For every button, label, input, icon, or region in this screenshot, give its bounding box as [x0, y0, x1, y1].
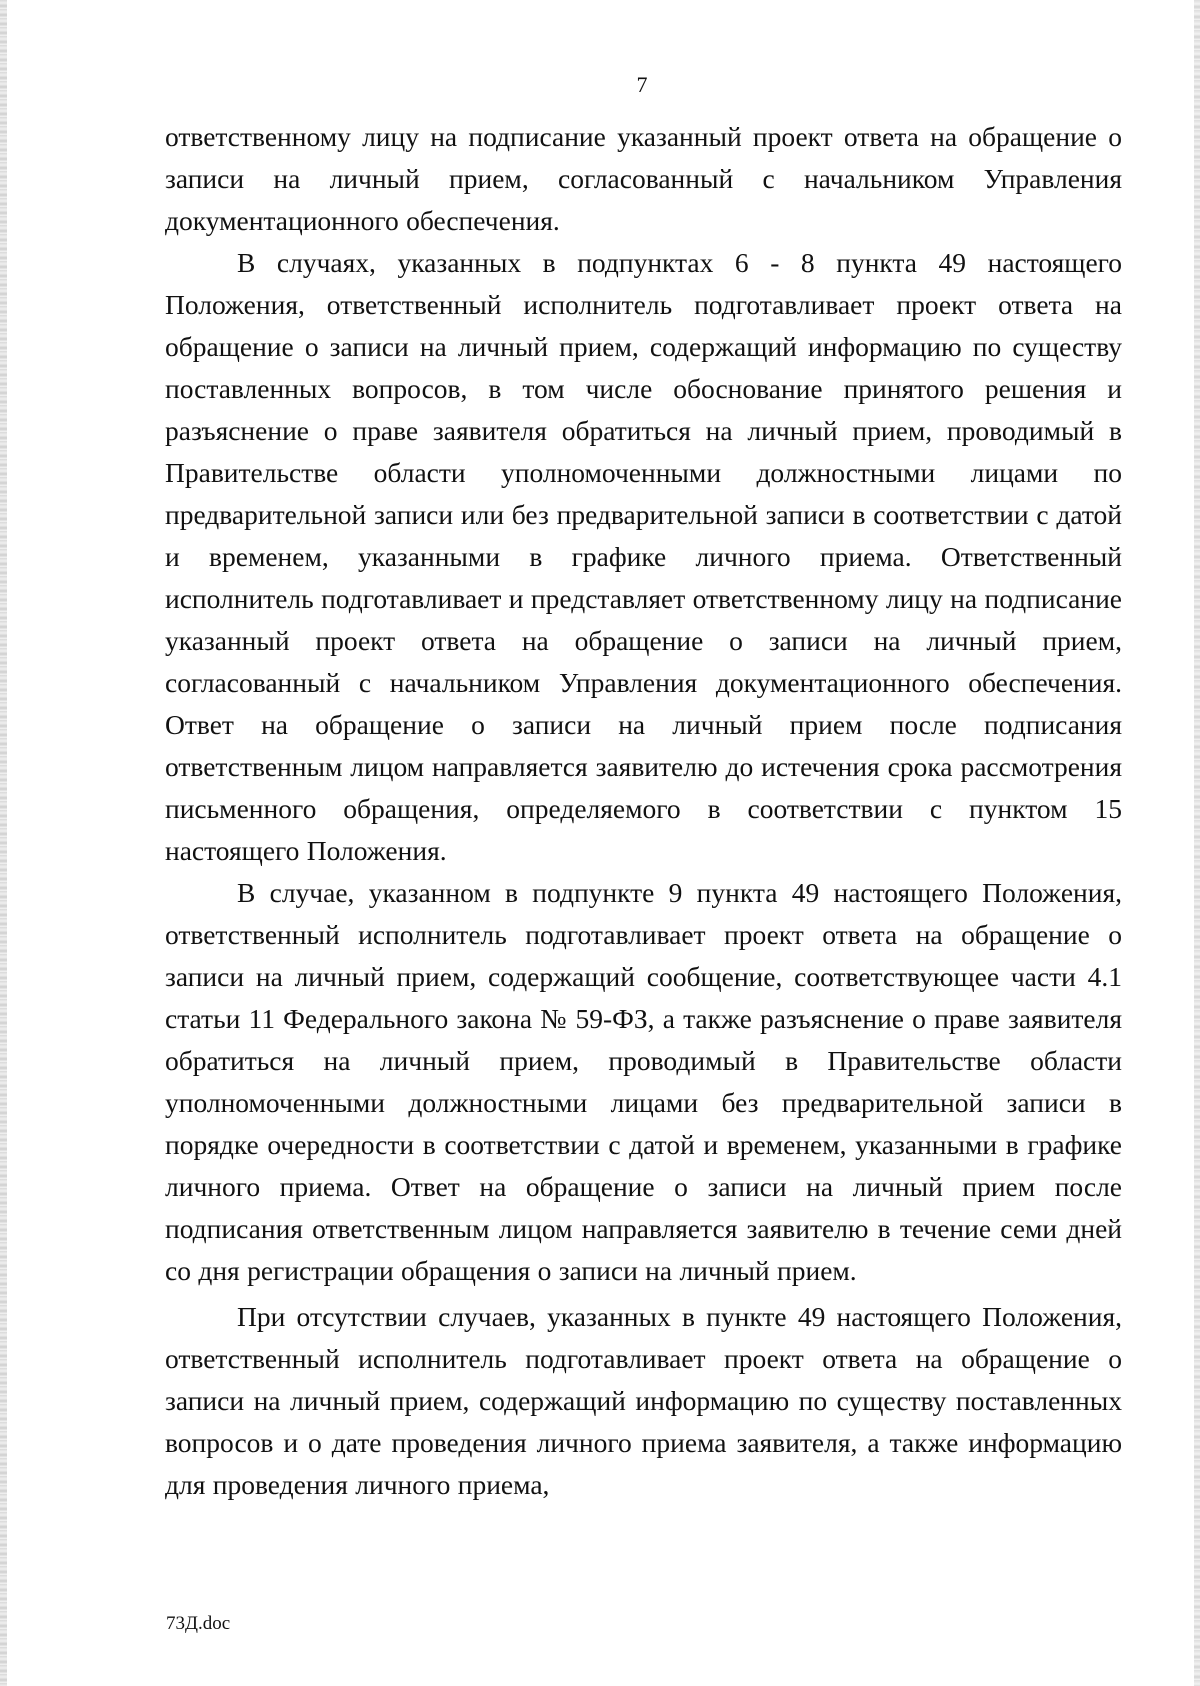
- page-number: 7: [636, 72, 648, 97]
- paragraph-continuation: ответственному лицу на подписание указанный проект ответа на обращение о записи на личный прием, согласованный с начальником Управления документационного обеспечения.: [165, 121, 1122, 236]
- paragraph-case-9: В случае, указанном в подпункте 9 пункта 49 настоящего Положения, ответственный исполнитель подготавливает проект ответа на обращение о записи на личный прием, содержащий сообщение, соответствующее части 4.1 статьи 11 Федерального закона № 59-ФЗ, а также разъяснение о праве заявителя обратиться на личный прием, проводимый в Правительстве области уполномоченными должностными лицами без предварительной записи в порядке очередности в соответствии с датой и временем, указанными в графике личного приема. Ответ на обращение о записи на личный прием после подписания ответственным лицом направляется заявителю в течение семи дней со дня регистрации обращения о записи на личный прием.: [165, 877, 1122, 1286]
- paragraph-cases-6-8: В случаях, указанных в подпунктах 6 - 8 пункта 49 настоящего Положения, ответственный исполнитель подготавливает проект ответа на обращение о записи на личный прием, содержащий информацию по существу поставленных вопросов, в том числе обоснование принятого решения и разъяснение о праве заявителя обратиться на личный прием, проводимый в Правительстве области уполномоченными должностными лицами по предварительной записи или без предварительной записи в соответствии с датой и временем, указанными в графике личного приема. Ответственный исполнитель подготавливает и представляет ответственному лицу на подписание указанный проект ответа на обращение о записи на личный прием, согласованный с начальником Управления документационного обеспечения. Ответ на обращение о записи на личный прием после подписания ответственным лицом направляется заявителю до истечения срока рассмотрения письменного обращения, определяемого в соответствии с пунктом 15 настоящего Положения.: [165, 247, 1122, 866]
- scan-edge-left: [0, 0, 7, 1686]
- footer-filename: 73Д.doc: [166, 1613, 231, 1634]
- paragraph-no-cases: При отсутствии случаев, указанных в пункте 49 настоящего Положения, ответственный исполнитель подготавливает проект ответа на обращение о записи на личный прием, содержащий информацию по существу поставленных вопросов и о дате проведения личного приема заявителя, а также информацию для проведения личного приема,: [165, 1301, 1122, 1500]
- document-body: [165, 116, 1122, 1506]
- scan-edge-right: [1194, 0, 1200, 1686]
